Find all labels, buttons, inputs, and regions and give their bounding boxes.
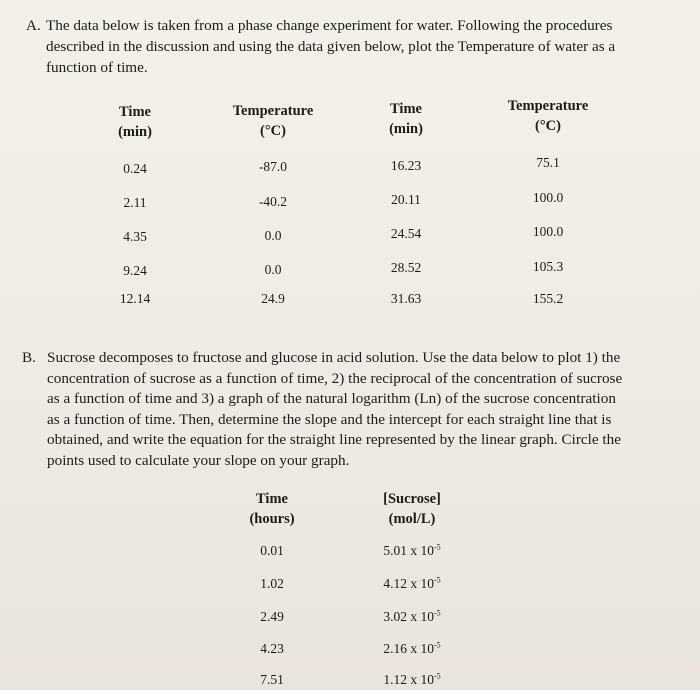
table-cell: 100.0 — [532, 224, 564, 239]
table-cell: 31.63 — [390, 291, 422, 306]
table-cell: 12.14 — [119, 291, 151, 306]
table-cell: 100.0 — [532, 190, 564, 205]
table-cell: 9.24 — [123, 263, 147, 278]
table-cell: 1.02 — [260, 576, 284, 591]
table-cell: 16.23 — [390, 158, 422, 173]
table-cell: -40.2 — [258, 194, 288, 209]
part-a-line: described in the discussion and using the data given below, plot the Temperature of water as a — [46, 38, 616, 55]
table-cell: 75.1 — [536, 155, 560, 170]
table-cell: 4.12 x $10^{-5}$ — [383, 575, 441, 591]
table-cell: 24.9 — [261, 291, 285, 306]
table-cell: 0.0 — [264, 228, 282, 243]
part-a-label: A. — [26, 17, 41, 34]
part-a-line: The data below is taken from a phase change experiment for water. Following the procedures — [46, 17, 613, 34]
table-cell: 1.12 x $10^{-5}$ — [383, 671, 441, 687]
part-b-line: obtained, and write the equation for the straight line represented by the linear graph. Circle the — [47, 431, 621, 448]
table-cell: 7.51 — [260, 672, 284, 687]
table-cell: 2.16 x $10^{-5}$ — [383, 640, 441, 656]
table-cell: 4.23 — [260, 641, 284, 656]
table-cell: 0.01 — [260, 543, 284, 558]
table-cell: 28.52 — [390, 260, 422, 275]
table-cell: 105.3 — [532, 259, 564, 274]
part-b-line: points used to calculate your slope on your graph. — [47, 451, 350, 469]
table-header-temperature: Temperature (°C) — [507, 98, 589, 134]
table-cell: -87.0 — [258, 159, 288, 174]
table-cell: 155.2 — [532, 291, 564, 306]
part-b-line: concentration of sucrose as a function of time, 2) the reciprocal of the concentration of sucrose — [47, 369, 623, 387]
part-b-line: as a function of time. Then, determine the slope and the intercept for each straight line that is — [47, 410, 612, 428]
table-cell: 5.01 x $10^{-5}$ — [383, 542, 441, 558]
table-header-time: Time (hours) — [249, 491, 295, 527]
table-header-temperature: Temperature (°C) — [232, 103, 314, 139]
part-b-label: B. — [22, 349, 36, 366]
table-cell: 24.54 — [390, 226, 422, 241]
part-a-line: function of time. — [46, 59, 148, 76]
table-cell: 2.11 — [123, 195, 147, 210]
part-b-line: Sucrose decomposes to fructose and glucose in acid solution. Use the data below to plot 1) the — [47, 349, 621, 366]
table-cell: 20.11 — [391, 192, 421, 207]
table-header-sucrose: [Sucrose] (mol/L) — [383, 491, 441, 527]
table-header-time: Time (min) — [389, 101, 423, 137]
table-cell: 3.02 x $10^{-5}$ — [383, 608, 441, 624]
table-header-time: Time (min) — [118, 104, 152, 140]
part-b-line: as a function of time and 3) a graph of the natural logarithm (Ln) of the sucrose concentration — [47, 390, 616, 407]
table-cell: 0.24 — [123, 161, 147, 176]
table-cell: 2.49 — [260, 609, 284, 624]
table-cell: 0.0 — [264, 262, 282, 277]
table-cell: 4.35 — [123, 229, 147, 244]
